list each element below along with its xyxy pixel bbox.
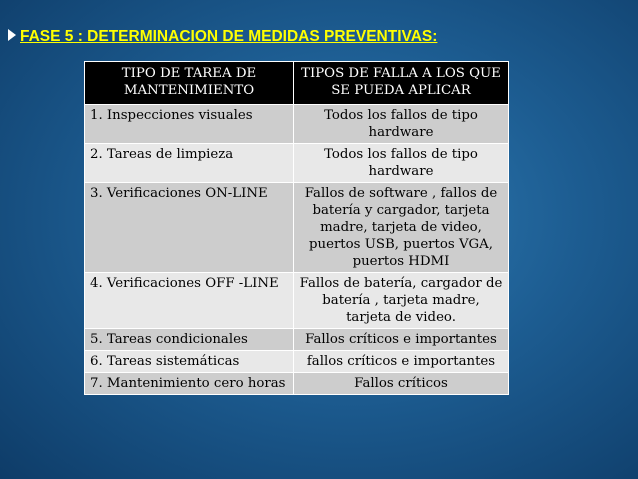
task-cell: 2. Tareas de limpieza: [85, 144, 294, 183]
failure-cell: Todos los fallos de tipo hardware: [294, 144, 509, 183]
table-row: [85, 373, 509, 395]
table-row: [85, 183, 509, 273]
slide-title-text: FASE 5 : DETERMINACION DE MEDIDAS PREVENTIVAS:: [20, 28, 438, 45]
task-cell: 4. Verificaciones OFF -LINE: [85, 273, 294, 329]
table-header-row: [85, 62, 509, 105]
table-row: [85, 105, 509, 144]
task-cell: 5. Tareas condicionales: [85, 329, 294, 351]
maintenance-table: [84, 61, 509, 395]
task-cell: 1. Inspecciones visuales: [85, 105, 294, 144]
failure-cell: Fallos críticos: [294, 373, 509, 395]
failure-cell: Todos los fallos de tipo hardware: [294, 105, 509, 144]
table-row: [85, 144, 509, 183]
task-cell: 7. Mantenimiento cero horas: [85, 373, 294, 395]
header-failure-types: TIPOS DE FALLA A LOS QUE SE PUEDA APLICAR: [294, 62, 509, 105]
task-cell: 6. Tareas sistemáticas: [85, 351, 294, 373]
failure-cell: fallos críticos e importantes: [294, 351, 509, 373]
table-row: [85, 329, 509, 351]
arrow-bullet-icon: [8, 29, 16, 41]
table-row: [85, 273, 509, 329]
failure-cell: Fallos de software , fallos de batería y cargador, tarjeta madre, tarjeta de video, puertos USB, puertos VGA, puertos HDMI: [294, 183, 509, 273]
header-task-type: TIPO DE TAREA DE MANTENIMIENTO: [85, 62, 294, 105]
table-row: [85, 351, 509, 373]
task-cell: 3. Verificaciones ON-LINE: [85, 183, 294, 273]
slide-title: [8, 28, 630, 46]
failure-cell: Fallos críticos e importantes: [294, 329, 509, 351]
failure-cell: Fallos de batería, cargador de batería , tarjeta madre, tarjeta de video.: [294, 273, 509, 329]
